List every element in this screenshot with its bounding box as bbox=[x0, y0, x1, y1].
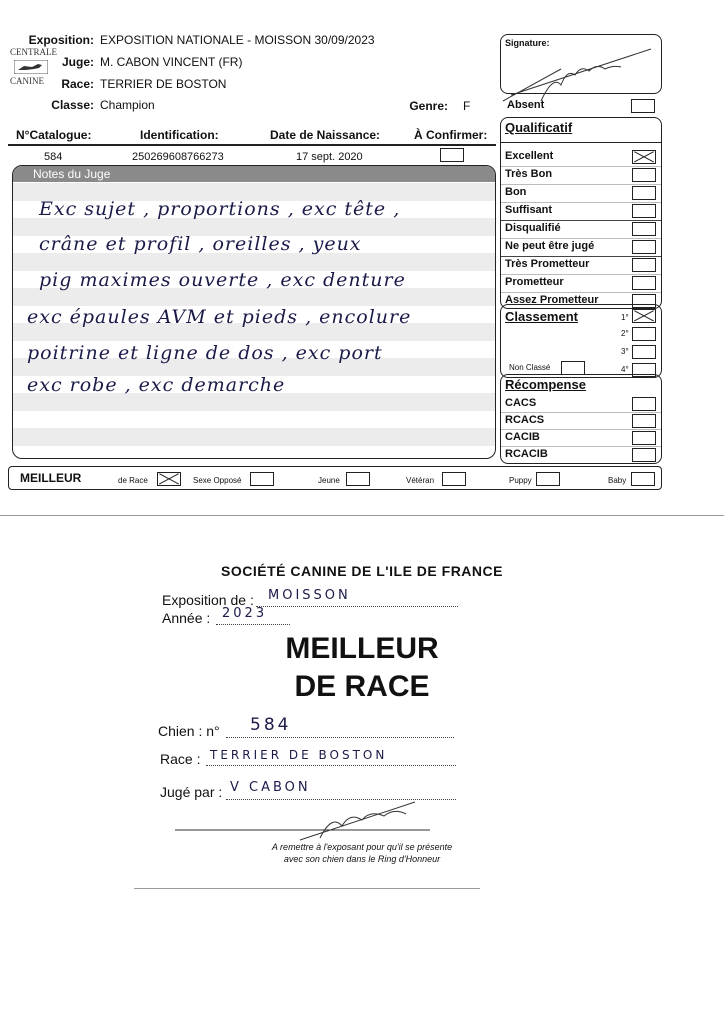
non-classe-checkbox[interactable] bbox=[561, 361, 585, 375]
catalogue-header: N°Catalogue: bbox=[16, 128, 92, 142]
recompense-cacib-checkbox[interactable] bbox=[632, 431, 656, 445]
cert-chien-value: 584 bbox=[250, 715, 292, 735]
notes-line: pig maximes ouverte , exc denture bbox=[39, 269, 406, 291]
qualificatif-suffisant-checkbox[interactable] bbox=[632, 204, 656, 218]
qualificatif-disqualifie-checkbox[interactable] bbox=[632, 222, 656, 236]
notes-line: crâne et profil , oreilles , yeux bbox=[39, 233, 362, 255]
identification-header: Identification: bbox=[140, 128, 219, 142]
notes-title: Notes du Juge bbox=[33, 167, 111, 181]
meilleur-jeune-label: Jeune bbox=[318, 476, 340, 485]
meilleur-veteran-label: Vétéran bbox=[406, 476, 435, 485]
cert-title-line1: MEILLEUR bbox=[285, 632, 439, 665]
meilleur-sexe-oppose-checkbox[interactable] bbox=[250, 472, 274, 486]
qualificatif-suffisant-label: Suffisant bbox=[505, 204, 553, 216]
page-divider bbox=[0, 515, 724, 516]
rank-1-checkbox[interactable] bbox=[632, 309, 656, 323]
cert-footer-line2: avec son chien dans le Ring d'Honneur bbox=[283, 854, 441, 864]
rank-2-label: 2° bbox=[621, 329, 629, 338]
qualificatif-prometteur-checkbox[interactable] bbox=[632, 276, 656, 290]
meilleur-puppy-checkbox[interactable] bbox=[536, 472, 560, 486]
qualificatif-ne-peut-etre-juge-label: Ne peut être jugé bbox=[505, 240, 595, 252]
juge-value: M. CABON VINCENT (FR) bbox=[100, 55, 243, 69]
annee-dotted-line bbox=[216, 624, 290, 625]
row-divider bbox=[501, 429, 661, 430]
qualificatif-tres-prometteur-checkbox[interactable] bbox=[632, 258, 656, 272]
qualificatif-panel bbox=[500, 117, 662, 309]
birthdate-value: 17 sept. 2020 bbox=[296, 151, 363, 163]
juge-label: Juge: bbox=[61, 55, 94, 69]
meilleur-sexe-oppose-label: Sexe Opposé bbox=[193, 476, 242, 485]
confirm-header: À Confirmer: bbox=[414, 128, 488, 142]
genre-value: F bbox=[463, 99, 471, 113]
classement-panel bbox=[500, 304, 662, 378]
logo-top-text: CENTRALE bbox=[10, 47, 57, 57]
rank-3-label: 3° bbox=[621, 347, 629, 356]
cert-chien-label: Chien : n° bbox=[158, 723, 220, 739]
qualificatif-disqualifie-label: Disqualifié bbox=[505, 222, 561, 234]
exposition-label: Exposition: bbox=[28, 33, 94, 47]
identification-number: 250269608766273 bbox=[132, 151, 224, 163]
qualificatif-divider bbox=[501, 142, 661, 143]
judge-notes-box bbox=[12, 165, 496, 459]
qualificatif-excellent-checkbox[interactable] bbox=[632, 150, 656, 164]
row-divider bbox=[501, 412, 661, 413]
classe-label: Classe: bbox=[51, 98, 94, 112]
absent-checkbox[interactable] bbox=[631, 99, 655, 113]
cert-annee-value: 2023 bbox=[222, 606, 268, 621]
row-divider bbox=[501, 166, 661, 167]
notes-title-bar bbox=[13, 166, 495, 182]
qualificatif-excellent-label: Excellent bbox=[505, 150, 554, 162]
classe-value: Champion bbox=[100, 98, 155, 112]
recompense-cacs-label: CACS bbox=[505, 397, 537, 409]
row-divider bbox=[501, 238, 661, 239]
notes-line: Exc sujet , proportions , exc tête , bbox=[39, 198, 401, 220]
race-value: TERRIER DE BOSTON bbox=[100, 77, 227, 91]
catalogue-divider bbox=[8, 144, 496, 146]
recompense-rcacs-checkbox[interactable] bbox=[632, 414, 656, 428]
qualificatif-prometteur-label: Prometteur bbox=[505, 276, 564, 288]
row-divider bbox=[501, 292, 661, 293]
non-classe-label: Non Classé bbox=[509, 363, 551, 372]
chien-dotted-line bbox=[226, 737, 454, 738]
meilleur-de-race-checkbox[interactable] bbox=[157, 472, 181, 486]
classement-title: Classement bbox=[505, 309, 578, 324]
rank-1-label: 1° bbox=[621, 313, 629, 322]
cert-annee-label: Année : bbox=[162, 610, 211, 626]
cert-race-label: Race : bbox=[160, 751, 201, 767]
certificate-signature bbox=[170, 800, 440, 845]
recompense-cacib-label: CACIB bbox=[505, 431, 540, 443]
cert-footer-line1: A remettre à l'exposant pour qu'il se présente bbox=[271, 842, 453, 852]
signature-box bbox=[500, 34, 662, 94]
row-divider bbox=[501, 274, 661, 275]
recompense-panel bbox=[500, 374, 662, 464]
exposition-dotted-line bbox=[256, 606, 458, 607]
qualificatif-tres-bon-label: Très Bon bbox=[505, 168, 553, 180]
notes-line: exc robe , exc demarche bbox=[27, 374, 286, 396]
exposition-value: EXPOSITION NATIONALE - MOISSON 30/09/2023 bbox=[100, 33, 375, 47]
meilleur-baby-checkbox[interactable] bbox=[631, 472, 655, 486]
qualificatif-title: Qualificatif bbox=[505, 120, 573, 135]
meilleur-puppy-label: Puppy bbox=[509, 476, 532, 485]
meilleur-jeune-checkbox[interactable] bbox=[346, 472, 370, 486]
judge-signature bbox=[501, 35, 661, 105]
catalogue-number: 584 bbox=[44, 151, 63, 163]
meilleur-baby-label: Baby bbox=[608, 476, 627, 485]
recompense-rcacib-checkbox[interactable] bbox=[632, 448, 656, 462]
notes-line: poitrine et ligne de dos , exc port bbox=[27, 342, 383, 364]
recompense-rcacib-label: RCACIB bbox=[505, 448, 548, 460]
recompense-title: Récompense bbox=[505, 377, 586, 392]
qualificatif-ne-peut-etre-juge-checkbox[interactable] bbox=[632, 240, 656, 254]
recompense-cacs-checkbox[interactable] bbox=[632, 397, 656, 411]
meilleur-veteran-checkbox[interactable] bbox=[442, 472, 466, 486]
row-divider bbox=[501, 446, 661, 447]
meilleur-label: MEILLEUR bbox=[20, 471, 82, 485]
cert-bottom-rule bbox=[134, 888, 480, 889]
rank-3-checkbox[interactable] bbox=[632, 345, 656, 359]
absent-label: Absent bbox=[507, 99, 545, 111]
row-divider bbox=[501, 202, 661, 203]
cert-exposition-value: MOISSON bbox=[268, 588, 351, 603]
birthdate-header: Date de Naissance: bbox=[270, 128, 381, 142]
recompense-rcacs-label: RCACS bbox=[505, 414, 545, 426]
qualificatif-bon-label: Bon bbox=[505, 186, 527, 198]
race-dotted-line bbox=[206, 765, 456, 766]
rank-2-checkbox[interactable] bbox=[632, 327, 656, 341]
rank-4-label: 4° bbox=[621, 365, 629, 374]
row-divider bbox=[501, 256, 661, 257]
row-divider bbox=[501, 220, 661, 221]
cert-title-line2: DE RACE bbox=[294, 670, 430, 703]
qualificatif-bon-checkbox[interactable] bbox=[632, 186, 656, 200]
row-divider bbox=[501, 184, 661, 185]
cert-race-value: TERRIER DE BOSTON bbox=[210, 748, 388, 762]
signature-label: Signature: bbox=[505, 38, 550, 48]
logo-bottom-text: CANINE bbox=[10, 76, 44, 86]
cert-juge-label: Jugé par : bbox=[160, 784, 223, 800]
genre-label: Genre: bbox=[409, 99, 448, 113]
meilleur-de-race-label: de Race bbox=[118, 476, 148, 485]
society-name: SOCIÉTÉ CANINE DE L'ILE DE FRANCE bbox=[221, 563, 503, 579]
notes-line: exc épaules AVM et pieds , encolure bbox=[27, 306, 412, 328]
qualificatif-tres-prometteur-label: Très Prometteur bbox=[505, 258, 590, 270]
qualificatif-tres-bon-checkbox[interactable] bbox=[632, 168, 656, 182]
qualificatif-assez-prometteur-label: Assez Prometteur bbox=[505, 294, 599, 306]
cert-exposition-label: Exposition de : bbox=[162, 592, 254, 608]
confirm-checkbox[interactable] bbox=[440, 148, 464, 162]
cert-juge-value: V CABON bbox=[230, 780, 311, 795]
race-label: Race: bbox=[61, 77, 94, 91]
